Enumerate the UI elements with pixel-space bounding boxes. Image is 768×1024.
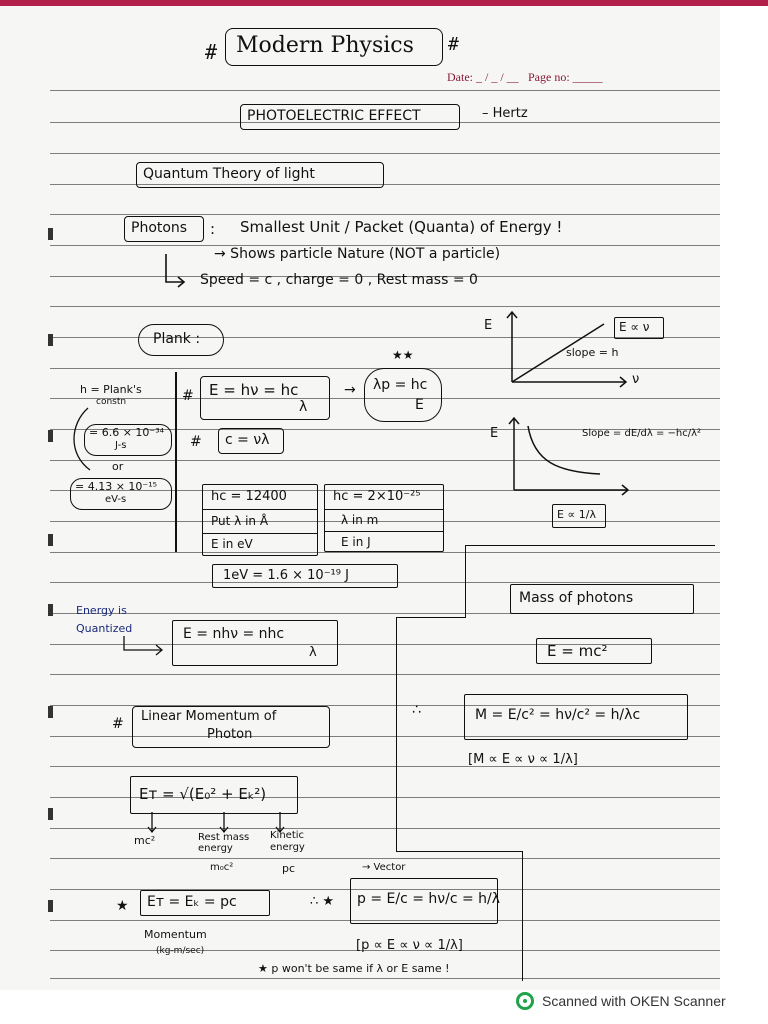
mass-formula-box (464, 694, 688, 740)
quantum-theory-heading: Quantum Theory of light (143, 166, 315, 182)
photons-properties: Speed = c , charge = 0 , Rest mass = 0 (200, 272, 478, 288)
hc-si-row-2: λ in m (341, 513, 379, 527)
hc-ev-table (202, 484, 318, 556)
mc2-label: mc² (134, 834, 156, 847)
title-box (225, 28, 443, 66)
page-top-strip (0, 0, 768, 6)
momentum-unit: (kg-m/sec) (156, 946, 205, 956)
mass-title-box (510, 584, 694, 614)
plank-label: Plank : (153, 331, 201, 347)
photons-hook-arrow (160, 252, 190, 288)
energy-hash: # (182, 388, 194, 404)
pc-label: pc (282, 862, 296, 875)
photons-box (124, 216, 204, 242)
m0c2-label: m₀c² (210, 862, 234, 873)
or-text: or (112, 460, 124, 473)
c-hash: # (190, 434, 202, 450)
momentum-note: ★ p won't be same if λ or E same ! (258, 962, 450, 975)
h-label-constant: constn (96, 397, 127, 407)
quantized-note-line-1: Energy is (76, 604, 127, 617)
energy-formula-den: λ (299, 399, 308, 415)
ev-conversion: 1eV = 1.6 × 10⁻¹⁹ J (223, 568, 349, 583)
h-value-1-box (84, 424, 172, 456)
plank-divider (175, 372, 177, 552)
h-value-2-unit: eV-s (105, 494, 127, 505)
mass-title: Mass of photons (519, 590, 634, 606)
scanner-watermark (516, 988, 766, 1014)
graph1-relation: E ∝ ν (619, 320, 650, 334)
h-value-1-unit: J-s (115, 440, 127, 451)
hc-si-table (324, 484, 444, 552)
graph1-y-label: E (484, 318, 493, 333)
quantized-formula-box (172, 620, 338, 666)
total-energy-formula: Eт = √(E₀² + Eₖ²) (139, 785, 267, 803)
h-value-1: = 6.6 × 10⁻³⁴ (89, 426, 165, 439)
quantum-theory-box (136, 162, 384, 188)
star-mark: ★ (116, 898, 129, 914)
momentum-title-box (132, 706, 330, 748)
mass-section-top-rule (465, 545, 715, 546)
mass-section-right-vertical (522, 851, 523, 981)
momentum-title-line-2: Photon (207, 727, 253, 742)
c-formula: c = νλ (225, 432, 270, 448)
graph2-relation: E ∝ 1/λ (557, 508, 597, 521)
title-hash-left: # (205, 40, 218, 64)
photons-definition: Smallest Unit / Packet (Quanta) of Energy ! (240, 218, 563, 236)
scanner-logo-icon (516, 992, 534, 1010)
rest-mass-energy-label: Rest mass energy (198, 832, 250, 854)
mass-section-step (396, 617, 466, 618)
stars-mark: ★★ (392, 348, 414, 362)
h-label: h = Plank's (80, 383, 142, 396)
mass-therefore: ∴ (412, 702, 421, 718)
kinetic-energy-label: Kinetic energy (270, 830, 305, 853)
mass-section-vertical (396, 617, 397, 851)
page-title: Modern Physics (236, 33, 414, 58)
h-value-2: = 4.13 × 10⁻¹⁵ (75, 480, 158, 493)
quantized-formula-den: λ (309, 645, 317, 660)
mass-formula: M = E/c² = hν/c² = h/λc (475, 707, 641, 723)
energy-formula-num: E = hν = hc (209, 381, 299, 399)
hc-ev-row-1: hc = 12400 (211, 489, 287, 504)
h-brace-arrow (66, 404, 96, 474)
quantized-arrow (120, 634, 170, 658)
momentum-formula-box (350, 878, 501, 924)
quantized-formula-num: E = nhν = nhc (183, 626, 285, 642)
mass-proportional: [M ∝ E ∝ ν ∝ 1/λ] (468, 752, 578, 767)
emc-formula: E = mc² (547, 642, 608, 660)
momentum-formula: p = E/c = hν/c = h/λ (357, 891, 501, 907)
formula-arrow: → (344, 382, 356, 398)
mass-section-bottom-rule (396, 851, 522, 852)
graph1-slope: slope = h (566, 346, 619, 359)
graph1-x-label: ν (632, 372, 640, 387)
et-ek-box (140, 890, 270, 916)
hc-si-row-3: E in J (341, 535, 371, 549)
momentum-label: Momentum (144, 928, 207, 941)
scanner-text: Scanned with OKEN Scanner (542, 993, 726, 1009)
topic-title: PHOTOELECTRIC EFFECT (247, 108, 421, 124)
therefore-star: ∴ ★ (310, 894, 335, 909)
graph2-slope: Slope = dE/dλ = −hc/λ² (582, 428, 702, 439)
photons-nature: → Shows particle Nature (NOT a particle) (214, 246, 501, 262)
lambda-formula-den: E (415, 397, 424, 413)
plank-box (138, 324, 224, 356)
hc-ev-row-3: E in eV (211, 537, 253, 551)
title-hash-right: # (448, 34, 459, 55)
lambda-formula-num: λp = hc (373, 377, 428, 393)
graph1-relation-box (614, 317, 664, 339)
vector-note: → Vector (362, 862, 406, 873)
quantized-note-line-2: Quantized (76, 622, 133, 635)
date-label: Date: _ / _ / __ (447, 70, 519, 84)
mass-section-short-vertical (465, 545, 466, 617)
photons-colon: : (210, 220, 216, 238)
momentum-proportional: [p ∝ E ∝ ν ∝ 1/λ] (356, 938, 463, 953)
momentum-hash: # (112, 716, 124, 732)
graph2-y-label: E (490, 426, 499, 441)
photons-label: Photons (131, 220, 188, 236)
total-energy-box (130, 776, 298, 814)
topic-box (240, 104, 460, 130)
energy-formula-box (200, 376, 330, 420)
hc-ev-row-2: Put λ in Å (211, 514, 269, 528)
h-value-2-box (70, 478, 172, 510)
lambda-formula-box (364, 368, 442, 422)
ev-conversion-box (212, 564, 398, 588)
topic-credit: – Hertz (482, 106, 528, 121)
emc-box (536, 638, 652, 664)
graph2-relation-box (552, 504, 606, 528)
et-ek-formula: Eт = Eₖ = pc (147, 894, 237, 910)
momentum-title-line-1: Linear Momentum of (141, 709, 277, 724)
c-formula-box (218, 428, 284, 454)
page-number-label: Page no: _____ (528, 70, 603, 84)
hc-si-row-1: hc = 2×10⁻²⁵ (333, 489, 421, 504)
